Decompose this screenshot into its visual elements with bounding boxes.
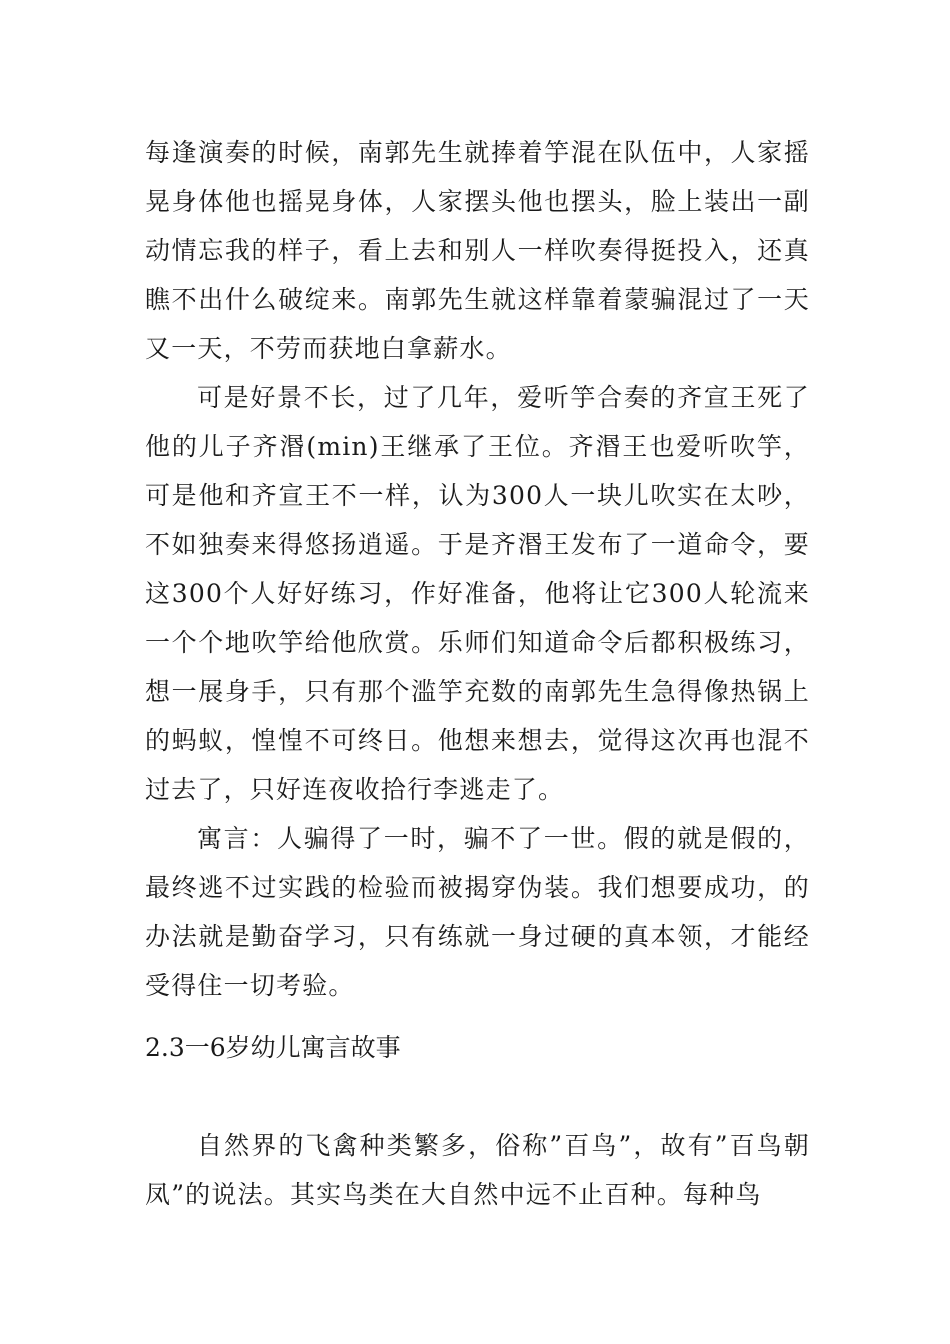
paragraph-performance: 每逢演奏的时候，南郭先生就捧着竽混在队伍中，人家摇晃身体他也摇晃身体，人家摆头他也摆头，脸上装出一副动情忘我的样子，看上去和别人一样吹奏得挺投入，还真瞧不出什么破绽来。南郭先生就这样靠着蒙骗混过了一天又一天，不劳而获地白拿薪水。 <box>145 138 810 363</box>
section-body <box>145 1121 810 1219</box>
paragraph-birds: 自然界的飞禽种类繁多，俗称”百鸟”，故有”百鸟朝凤”的说法。其实鸟类在大自然中远不止百种。每种鸟 <box>145 1131 810 1209</box>
section-heading: 2.3一6岁幼儿寓言故事 <box>145 1033 401 1062</box>
paragraph-king-succession: 可是好景不长，过了几年，爱听竽合奏的齐宣王死了他的儿子齐湣(min)王继承了王位。齐湣王也爱听吹竽，可是他和齐宣王不一样，认为300人一块儿吹实在太吵，不如独奏来得悠扬逍遥。于是齐湣王发布了一道命令，要这300个人好好练习，作好准备，他将让它300人轮流来一个个地吹竽给他欣赏。乐师们知道命令后都积极练习，想一展身手，只有那个滥竽充数的南郭先生急得像热锅上的蚂蚁，惶惶不可终日。他想来想去，觉得这次再也混不过去了，只好连夜收拾行李逃走了。 <box>145 383 810 804</box>
paragraph-moral: 寓言：人骗得了一时，骗不了一世。假的就是假的，最终逃不过实践的检验而被揭穿伪装。我们想要成功，的办法就是勤奋学习，只有练就一身过硬的真本领，才能经受得住一切考验。 <box>145 824 810 1000</box>
story-body <box>145 128 810 1010</box>
